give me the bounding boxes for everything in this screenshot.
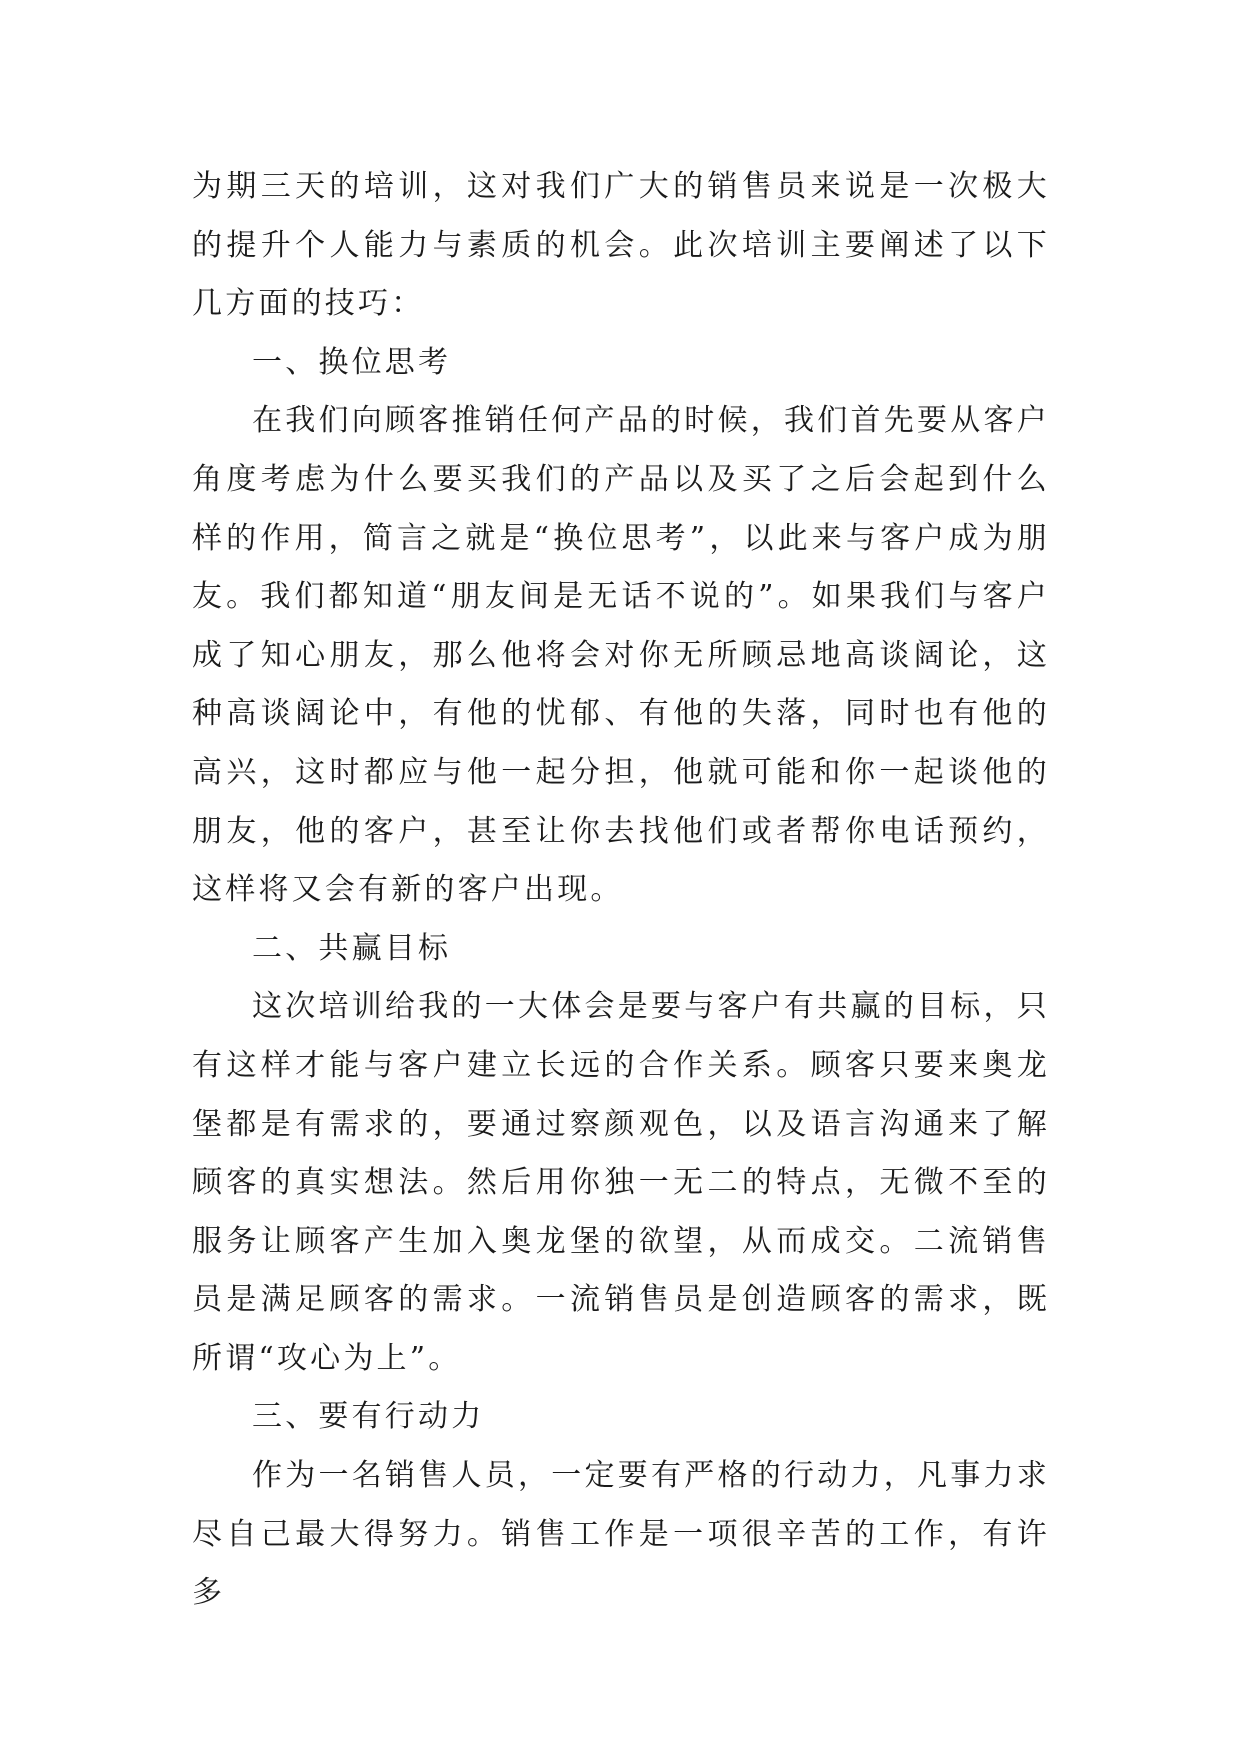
intro-paragraph: 为期三天的培训，这对我们广大的销售员来说是一次极大的提升个人能力与素质的机会。此次培训主要阐述了以下几方面的技巧： — [192, 169, 1050, 322]
section-3-paragraph: 作为一名销售人员，一定要有严格的行动力，凡事力求尽自己最大得努力。销售工作是一项很辛苦的工作，有许多 — [192, 1458, 1050, 1611]
section-2-paragraph: 这次培训给我的一大体会是要与客户有共赢的目标，只有这样才能与客户建立长远的合作关系。顾客只要来奥龙堡都是有需求的，要通过察颜观色，以及语言沟通来了解顾客的真实想法。然后用你独一无二的特点，无微不至的服务让顾客产生加入奥龙堡的欲望，从而成交。二流销售员是满足顾客的需求。一流销售员是创造顾客的需求，既所谓“攻心为上”。 — [192, 989, 1050, 1376]
section-1-paragraph: 在我们向顾客推销任何产品的时候，我们首先要从客户角度考虑为什么要买我们的产品以及买了之后会起到什么样的作用，简言之就是“换位思考”，以此来与客户成为朋友。我们都知道“朋友间是无话不说的”。如果我们与客户成了知心朋友，那么他将会对你无所顾忌地高谈阔论，这种高谈阔论中，有他的忧郁、有他的失落，同时也有他的高兴，这时都应与他一起分担，他就可能和你一起谈他的朋友，他的客户，甚至让你去找他们或者帮你电话预约，这样将又会有新的客户出现。 — [192, 403, 1050, 908]
document-body — [192, 158, 1050, 1623]
section-heading-3: 三、要有行动力 — [252, 1399, 485, 1435]
section-heading-2: 二、共赢目标 — [252, 930, 452, 966]
section-heading-1: 一、换位思考 — [252, 344, 452, 380]
